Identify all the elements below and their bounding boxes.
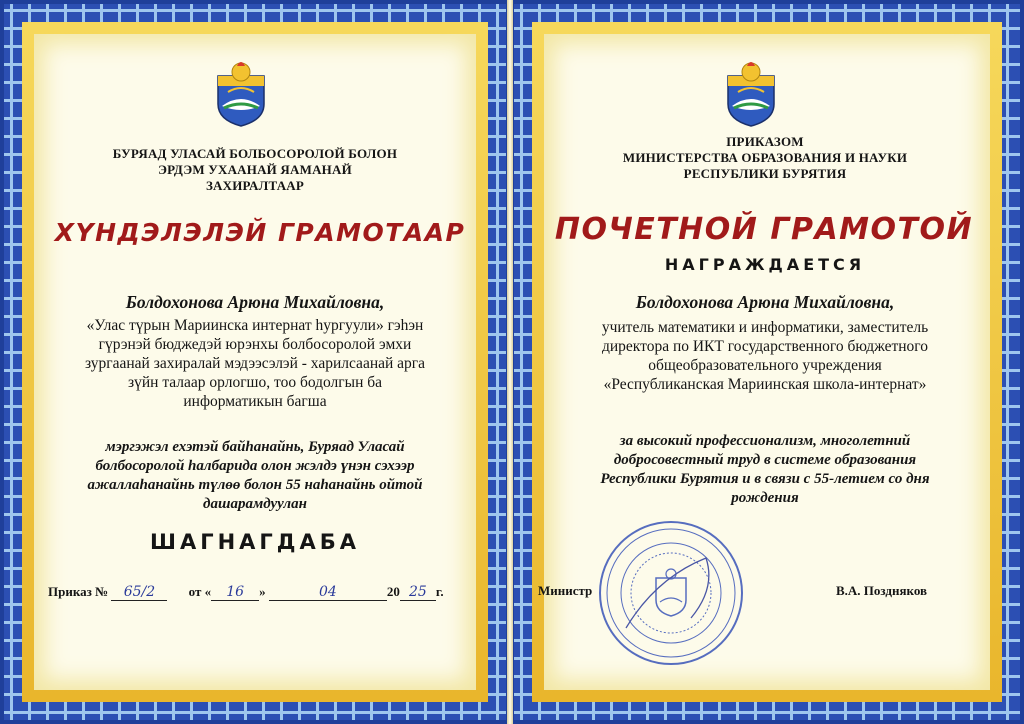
right-description-line: директора по ИКТ государственного бюджетного bbox=[601, 338, 928, 355]
right-title: ПОЧЕТНОЙ ГРАМОТОЙ bbox=[554, 212, 974, 247]
right-description bbox=[540, 318, 990, 394]
right-reason-line: добросовестный труд в системе образования bbox=[613, 452, 917, 468]
left-description-line: гүрэнэй бюджедэй юрэнхы болбосоролой эмхи bbox=[98, 336, 412, 353]
right-reason-line: за высокий профессионализм, многолетний bbox=[619, 433, 911, 449]
left-verdict: ШАГНАГДАБА bbox=[150, 530, 360, 554]
right-header-line: МИНИСТЕРСТВА ОБРАЗОВАНИЯ И НАУКИ bbox=[622, 150, 908, 165]
left-title: ХҮНДЭЛЭЛЭЙ ГРАМОТААР bbox=[54, 218, 466, 247]
right-header bbox=[550, 134, 980, 182]
left-header-line: БУРЯАД УЛАСАЙ БОЛБОСОРОЛОЙ БОЛОН bbox=[112, 146, 398, 161]
right-description-line: «Республиканская Мариинская школа-интернат» bbox=[603, 376, 927, 393]
right-description-line: учитель математики и информатики, заместитель bbox=[601, 319, 929, 336]
buryatia-emblem-icon bbox=[722, 56, 780, 128]
left-reason-line: дашарамдуулан bbox=[203, 496, 307, 512]
right-reason-line: рождения bbox=[731, 490, 799, 506]
right-reason-line: Республики Бурятия и в связи с 55-летием со дня bbox=[600, 471, 930, 487]
left-recipient-name: Болдохонова Арюна Михайловна, bbox=[125, 292, 385, 312]
left-reason-line: мэргэжэл ехэтэй байһанайнь, Буряад Уласай bbox=[105, 439, 405, 455]
order-line bbox=[48, 584, 444, 601]
signer-name: В.А. Поздняков bbox=[836, 583, 928, 598]
left-description-line: зүйн талаар орлогшо, тоо бодолгын ба bbox=[127, 374, 383, 391]
left-reason-line: болбосоролой һалбарида олон жэлдэ үнэн сэхээр bbox=[95, 458, 415, 474]
order-number: 65/2 bbox=[111, 584, 167, 601]
signer-title: Министр bbox=[538, 583, 593, 598]
right-reason bbox=[540, 432, 990, 508]
order-year: 25 bbox=[400, 584, 436, 601]
order-prefix: Приказ № bbox=[48, 584, 109, 599]
left-header bbox=[40, 146, 470, 194]
left-description-line: информатикын багша bbox=[183, 393, 327, 410]
order-year-prefix: 20 bbox=[386, 584, 400, 599]
right-recipient-name: Болдохонова Арюна Михайловна, bbox=[635, 292, 895, 312]
right-header-line: РЕСПУБЛИКИ БУРЯТИЯ bbox=[683, 166, 847, 181]
right-description-line: общеобразовательного учреждения bbox=[648, 357, 882, 374]
order-day-close: » bbox=[259, 584, 266, 599]
order-suffix: г. bbox=[435, 584, 444, 599]
left-description-line: зургаанай захиралай мэдээсэлэй - харилсаанай арга bbox=[84, 355, 426, 372]
order-month: 04 bbox=[269, 584, 387, 601]
left-description-line: «Улас түрын Мариинска интернат һургуули» гэһэн bbox=[86, 317, 424, 334]
right-subtitle: НАГРАЖДАЕТСЯ bbox=[664, 255, 866, 274]
right-header-line: ПРИКАЗОМ bbox=[726, 134, 804, 149]
left-header-line: ЗАХИРАЛТААР bbox=[205, 178, 305, 193]
order-day: 16 bbox=[211, 584, 259, 601]
left-reason bbox=[40, 438, 470, 514]
left-header-line: ЭРДЭМ УХААНАЙ ЯАМАНАЙ bbox=[158, 162, 352, 177]
buryatia-emblem-icon bbox=[212, 56, 270, 128]
official-stamp bbox=[596, 518, 746, 668]
order-from: от « bbox=[188, 584, 212, 599]
left-description bbox=[40, 316, 470, 411]
center-fold bbox=[507, 0, 513, 724]
left-reason-line: ажаллаһанайнь түлөө болон 55 наһанайнь ойтой bbox=[87, 477, 423, 493]
